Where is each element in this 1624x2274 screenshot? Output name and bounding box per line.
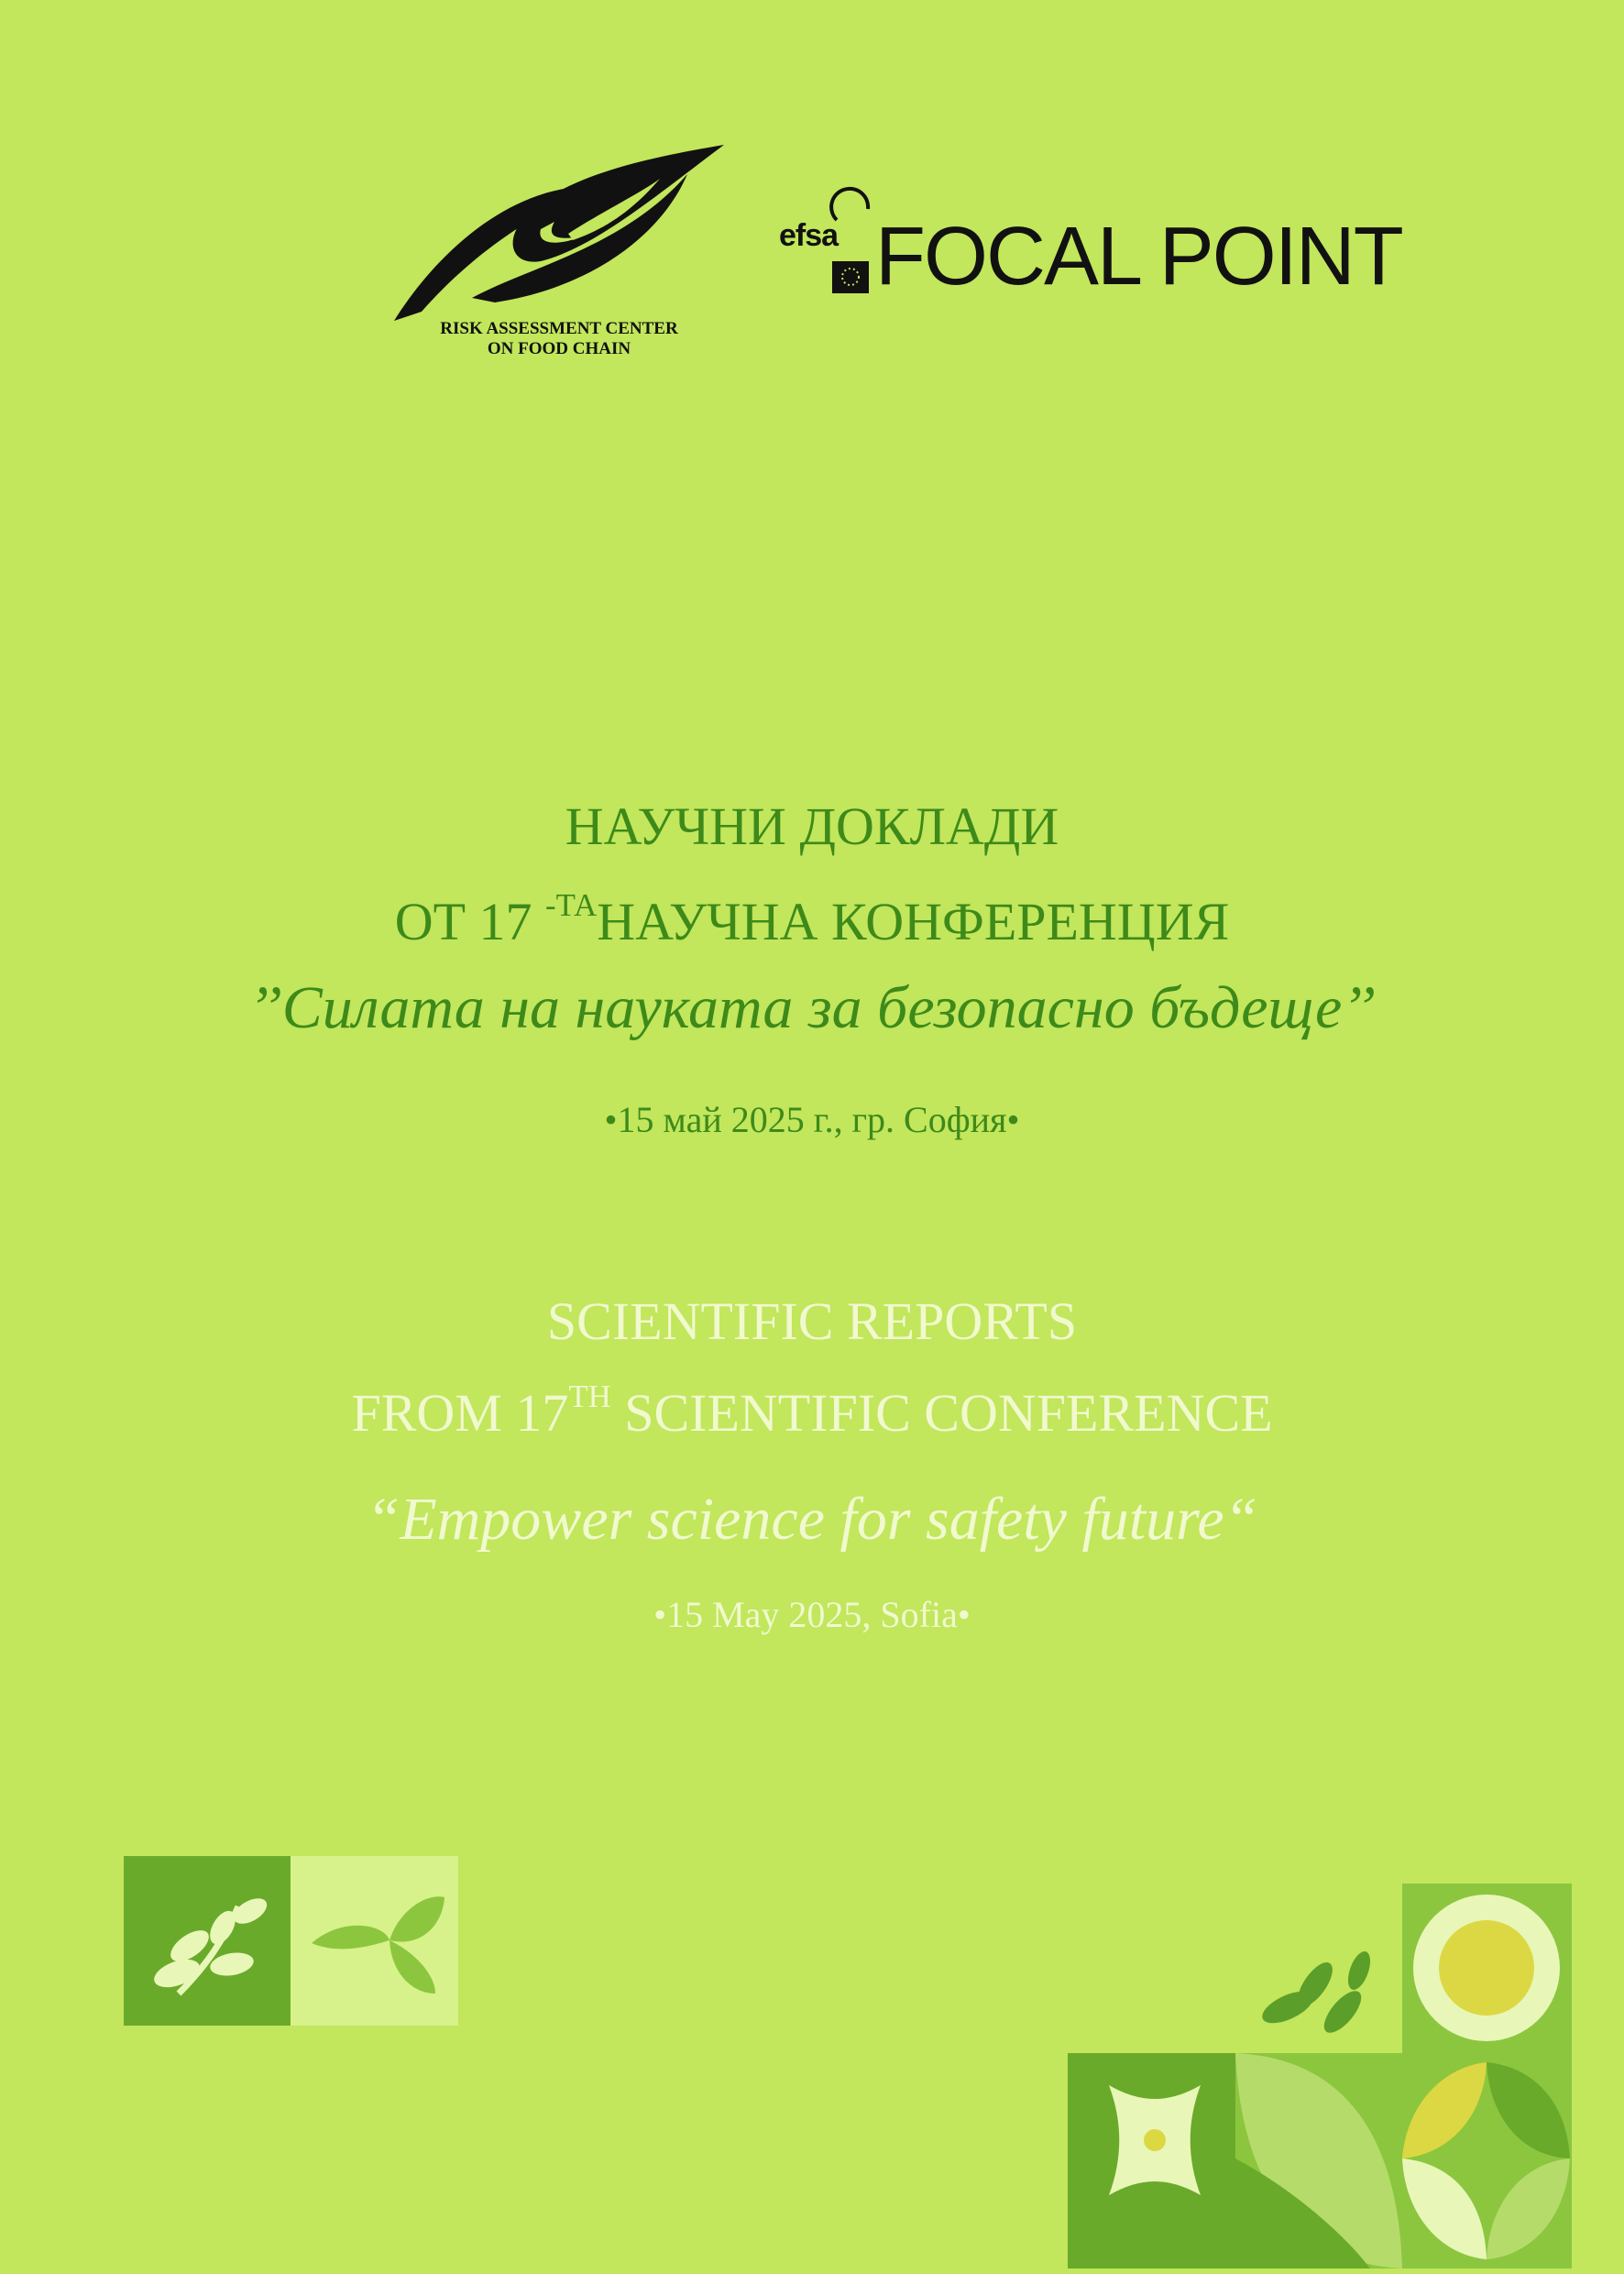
swoosh-logo-icon <box>385 137 733 321</box>
bg-title-line2-sup: -ТА <box>545 886 598 923</box>
focal-point-text: FOCAL POINT <box>875 211 1402 302</box>
decorative-tiles-left <box>124 1856 458 2026</box>
decorative-tiles-right <box>1068 1884 1572 2269</box>
racfc-name <box>385 319 733 359</box>
en-date-place: 15 May 2025, Sofia <box>666 1594 958 1635</box>
bullet-dot-icon: • <box>604 1099 618 1140</box>
racfc-line1: RISK ASSESSMENT CENTER <box>440 319 678 338</box>
en-title-line2-pre: FROM 17 <box>351 1383 569 1443</box>
flower-tile <box>1402 2053 1572 2269</box>
en-title-line2-post: SCIENTIFIC CONFERENCE <box>624 1383 1273 1443</box>
bg-title-line2-post: НАУЧНА КОНФЕРЕНЦИЯ <box>597 892 1230 951</box>
small-leaf-sprig-icon <box>1257 1949 1375 2038</box>
bg-motto: ’’Силата на науката за безопасно бъдеще’’ <box>248 974 1376 1041</box>
bullet-dot-icon: • <box>1006 1099 1020 1140</box>
bullet-dot-icon: • <box>653 1594 667 1635</box>
eu-flag-icon <box>832 261 869 293</box>
bg-title-line2 <box>0 886 1624 952</box>
bullet-dot-icon: • <box>957 1594 971 1635</box>
racfc-line2: ON FOOD CHAIN <box>487 339 631 358</box>
en-title-line1: SCIENTIFIC REPORTS <box>546 1291 1078 1351</box>
star-tile <box>1068 2053 1235 2269</box>
bg-date-line <box>0 1098 1624 1141</box>
leaf-tile <box>1235 2053 1402 2269</box>
en-date-line <box>0 1593 1624 1636</box>
sun-tile <box>1402 1884 1572 2053</box>
bg-date-place: 15 май 2025 г., гр. София <box>617 1099 1007 1140</box>
en-motto: “Empower science for safety future“ <box>366 1486 1258 1553</box>
efsa-wordmark: efsa <box>779 218 839 253</box>
bg-title-line1: НАУЧНИ ДОКЛАДИ <box>565 796 1059 856</box>
efsa-focal-point-logo <box>779 183 1439 302</box>
en-title-line2 <box>0 1378 1624 1444</box>
en-title-line2-sup: TH <box>568 1378 611 1414</box>
bg-title-line2-pre: ОТ 17 <box>394 892 532 951</box>
racfc-logo <box>385 137 733 367</box>
